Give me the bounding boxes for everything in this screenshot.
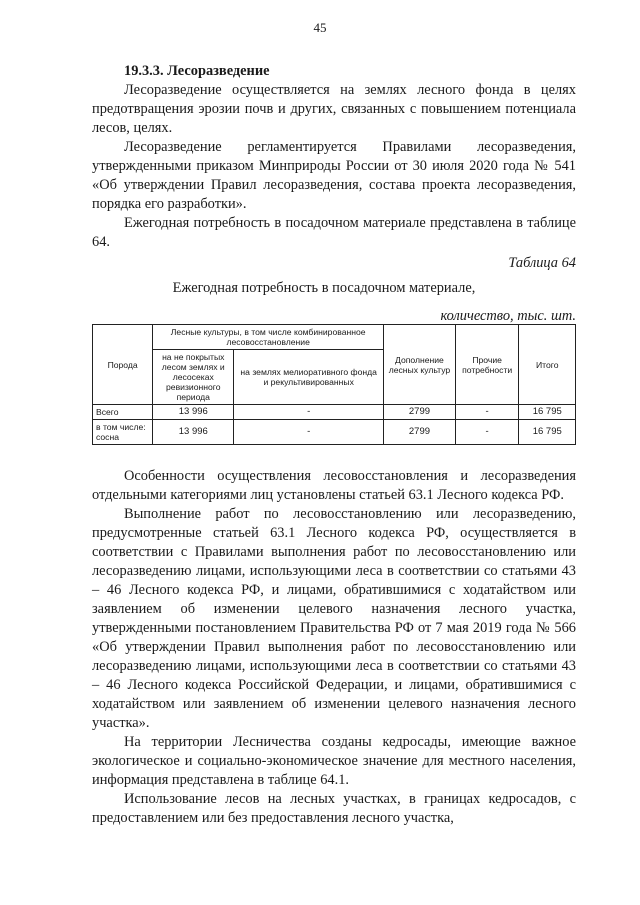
table-title: Ежегодная потребность в посадочном материале,	[172, 280, 476, 296]
header-uncovered: на не покрытых лесом землях и лесосеках ревизионного периода	[153, 350, 234, 405]
paragraph: Выполнение работ по лесовосстановлению или лесоразведению, предусмотренные статьей 63.1 Лесного кодекса РФ, осуществляется в соответствии с Правилами выполнения работ по лесовосстановлению или лесоразведению лицами, использующими леса в соответствии со статьями 43 – 46 Лесного кодекса РФ, и лицами, обратившимися с ходатайством или заявлением об изменении целевого назначения лесного участка, утвержденными постановлением Правительства РФ от 7 мая 2019 года № 566 «Об утверждении Правил выполнения работ по лесовосстановлению или лесоразведению лицами, использующими леса в соответствии со статьями 43 – 46 Лесного кодекса Российской Федерации, и лицами, обратившимися с ходатайством или заявлением об изменении целевого назначения лесного участка».	[92, 506, 576, 731]
cell-other: -	[455, 420, 519, 445]
section-heading: 19.3.3. Лесоразведение	[124, 63, 270, 79]
header-supplement: Дополнение лесных культур	[384, 325, 456, 405]
paragraph: Особенности осуществления лесовосстановления и лесоразведения отдельными категориями лиц установлены статьей 63.1 Лесного кодекса РФ.	[92, 468, 576, 503]
header-other: Прочие потребности	[455, 325, 519, 405]
table-row	[93, 405, 576, 420]
cell-uncovered: 13 996	[153, 405, 234, 420]
paragraph: Использование лесов на лесных участках, в границах кедросадов, с предоставлением или без предоставления лесного участка,	[92, 791, 576, 826]
cell-uncovered: 13 996	[153, 420, 234, 445]
paragraph: На территории Лесничества созданы кедросады, имеющие важное экологическое и социально-экономическое значение для местного населения, информация представлена в таблице 64.1.	[92, 734, 576, 788]
row-label: Всего	[93, 405, 153, 420]
cell-reclaimed: -	[234, 405, 384, 420]
table-row	[93, 420, 576, 445]
cell-supplement: 2799	[384, 405, 456, 420]
cell-other: -	[455, 405, 519, 420]
cell-total: 16 795	[519, 405, 576, 420]
cell-supplement: 2799	[384, 420, 456, 445]
page-number: 45	[313, 20, 327, 35]
paragraph: Ежегодная потребность в посадочном материале представлена в таблице 64.	[92, 215, 576, 250]
cell-total: 16 795	[519, 420, 576, 445]
table-caption: Таблица 64	[508, 255, 576, 271]
seedlings-table	[92, 324, 576, 445]
document-body	[92, 62, 576, 828]
header-species: Порода	[93, 325, 153, 405]
paragraph: Лесоразведение регламентируется Правилами лесоразведения, утвержденными приказом Минприроды России от 30 июля 2020 года № 541 «Об утверждении Правил лесоразведения, состава проекта лесоразведения, порядка его разработки».	[92, 139, 576, 212]
header-forest-cultures: Лесные культуры, в том числе комбинированное лесовосстановление	[153, 325, 384, 350]
header-total: Итого	[519, 325, 576, 405]
paragraph: Лесоразведение осуществляется на землях лесного фонда в целях предотвращения эрозии почв и других, связанных с повышением потенциала лесов, целях.	[92, 82, 576, 136]
table-unit: количество, тыс. шт.	[440, 308, 576, 324]
row-label: в том числе: сосна	[93, 420, 153, 445]
header-reclaimed: на землях мелиоративного фонда и рекультивированных	[234, 350, 384, 405]
cell-reclaimed: -	[234, 420, 384, 445]
